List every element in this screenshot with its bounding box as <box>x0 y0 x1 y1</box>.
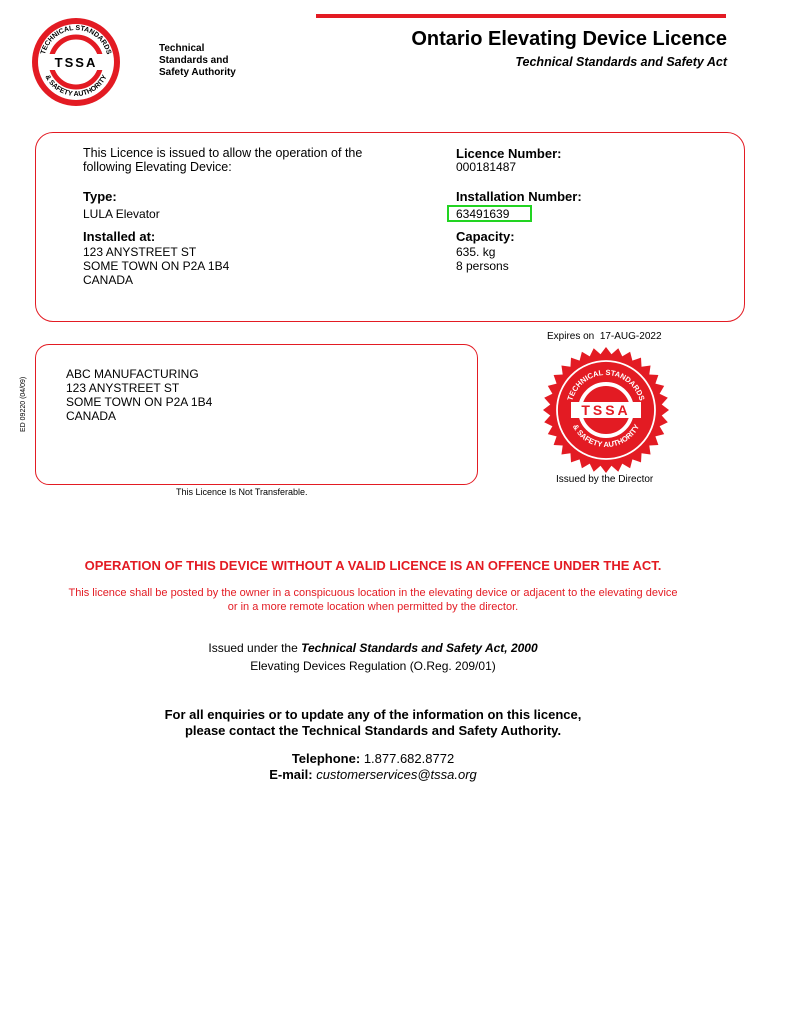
owner-address <box>66 367 212 423</box>
seal-abbrev: TSSA <box>581 402 631 418</box>
licence-number-value: 000181487 <box>456 160 517 174</box>
enquiries-line: For all enquiries or to update any of the information on this licence, <box>164 707 582 722</box>
form-code: ED 09220 (04/09) <box>20 376 27 432</box>
issued-under-prefix: Issued under the <box>208 641 298 655</box>
email-label: E-mail: <box>269 767 313 782</box>
capacity-weight: 635. kg <box>456 245 496 259</box>
owner-address-line: SOME TOWN ON P2A 1B4 <box>66 395 213 409</box>
page-subtitle: Technical Standards and Safety Act <box>515 55 727 69</box>
seal-ring-top: TECHNICAL STANDARDS <box>565 367 647 402</box>
act-name: Technical Standards and Safety Act, 2000 <box>301 641 538 655</box>
posting-notice <box>0 586 746 614</box>
capacity-label: Capacity: <box>456 229 515 244</box>
licence-intro-line: following Elevating Device: <box>83 160 232 174</box>
expiry-label: Expires on <box>547 331 595 342</box>
tssa-seal <box>541 347 671 473</box>
telephone-number: 1.877.682.8772 <box>363 751 455 766</box>
owner-address-line: 123 ANYSTREET ST <box>66 381 180 395</box>
address-line: 123 ANYSTREET ST <box>83 245 197 259</box>
logo-ring-top: TECHNICAL STANDARDS <box>39 24 113 56</box>
address-line: SOME TOWN ON P2A 1B4 <box>83 259 230 273</box>
type-label: Type: <box>83 189 117 204</box>
owner-address-line: CANADA <box>66 409 117 423</box>
expiry <box>547 330 662 344</box>
owner-name: ABC MANUFACTURING <box>66 367 199 381</box>
licence-intro <box>83 146 362 174</box>
logo-ring-bottom: & SAFETY AUTHORITY <box>43 73 109 99</box>
regulation: Elevating Devices Regulation (O.Reg. 209/01) <box>250 659 496 673</box>
header-red-bar <box>316 14 726 18</box>
enquiries-line: please contact the Technical Standards and Safety Authority. <box>184 723 562 738</box>
capacity-persons: 8 persons <box>456 259 509 273</box>
issued-under <box>0 641 746 655</box>
email-address[interactable]: customerservices@tssa.org <box>316 767 477 782</box>
installation-number-highlight <box>447 205 532 222</box>
org-name-line: Safety Authority <box>159 67 236 78</box>
not-transferable-note: This Licence Is Not Transferable. <box>176 487 308 497</box>
email <box>0 767 746 782</box>
licence-intro-line: This Licence is issued to allow the operation of the <box>83 146 363 160</box>
capacity-values <box>456 245 509 273</box>
type-value: LULA Elevator <box>83 207 160 221</box>
page-title: Ontario Elevating Device Licence <box>411 28 727 50</box>
telephone <box>0 751 746 766</box>
enquiries <box>0 707 746 739</box>
installation-number-value: 63491639 <box>456 207 510 221</box>
licence-number-label: Licence Number: <box>456 146 562 161</box>
seal-ring-bottom: & SAFETY AUTHORITY <box>570 422 642 450</box>
address-line: CANADA <box>83 273 134 287</box>
org-name <box>159 43 269 79</box>
tssa-logo <box>30 16 122 108</box>
posting-notice-line: or in a more remote location when permitted by the director. <box>227 601 519 613</box>
offence-warning: OPERATION OF THIS DEVICE WITHOUT A VALID LICENCE IS AN OFFENCE UNDER THE ACT. <box>84 558 662 573</box>
telephone-label: Telephone: <box>291 751 361 766</box>
installation-number-label: Installation Number: <box>456 189 582 204</box>
installed-at-label: Installed at: <box>83 229 156 244</box>
expiry-date: 17-AUG-2022 <box>599 331 662 342</box>
installed-at-address <box>83 245 229 287</box>
org-name-line: Standards and <box>159 55 229 66</box>
logo-abbrev: TSSA <box>54 55 98 70</box>
seal-caption: Issued by the Director <box>556 474 654 485</box>
org-name-line: Technical <box>159 43 205 54</box>
posting-notice-line: This licence shall be posted by the owner in a conspicuous location in the elevating device or adjacent to the elevating device <box>68 587 678 599</box>
